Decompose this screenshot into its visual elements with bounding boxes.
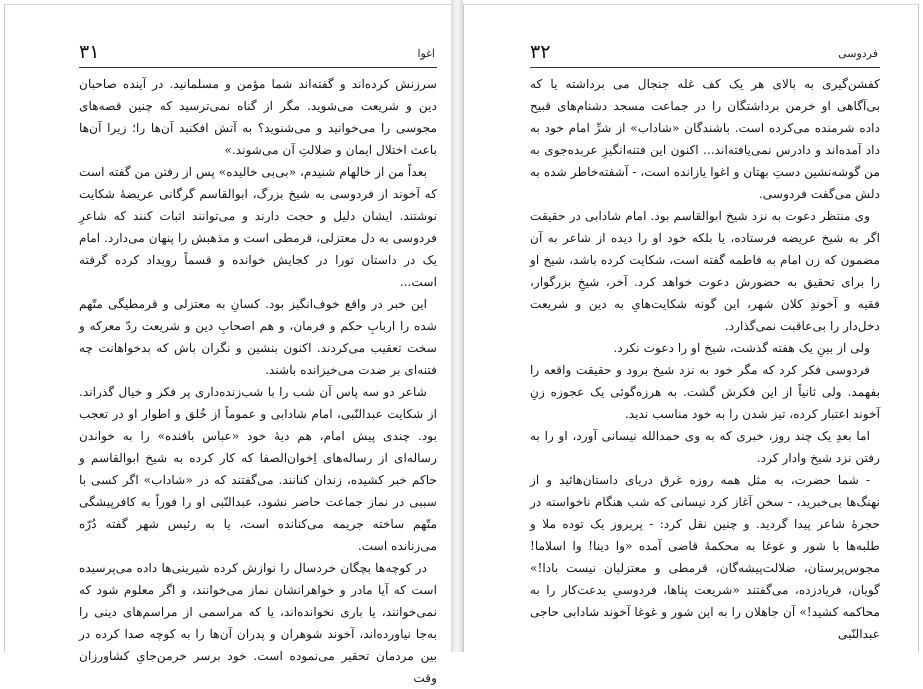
paragraph: - شما حضرت، به مثل همه روزه غرق دریای داستان‌هائید و از نهنگ‌ها بی‌خبرید، - سخن آغاز کرد نیسانی که شب هنگام ناخواسته در حجرهٔ شاعر پیدا گردید. و چنین نقل کرد: - پریروز یک توده ملا و طلبه‌ها با شور و غوغا به محکمهٔ قاضی آمده «وا دینا! وا اسلاما! مجوس‌پرستان، ضلالت‌پیشه‌گان، قرمطی و معتزلیان نیست بادا!» گویان، فریادزده، می‌گفتند «شریعت پناها، فردوسیِ بدعت‌کار را به محاکمه کشید!» آن جاهلان را به این شور و غوغا آخوند شادابی حاجی عبدالنّبی [530,473,880,641]
right-page-header [530,41,880,68]
paragraph: اما بعدِ یک چند روز، خبری که به وی حمدالله نیسانی آورد، او را به رفتن نزد شیخ وادار کرد. [530,429,880,465]
paragraph: این خبر در واقع خوف‌انگیز بود. کسانِ به معتزلی و قرمطیگی متّهم شده را اربابِ حکم و فرمان، و هم اصحابِ دین و شریعت ردّ معرکه و سخت تعقیب می‌کردند. اکنون بنشین و نگران باش که بدخواهانت چه فتنه‌ای بر ضدت می‌خیزانده باشند. [79,297,437,377]
left-page-number: ۳۱ [79,41,100,63]
right-page-number: ۳۲ [530,41,551,63]
left-running-head: اغوا [417,47,435,60]
book-gutter [451,0,463,652]
paragraph: فردوسی فکر کرد که مگر خود به نزد شیخ برود و حقیقت واقعه را بفهمد. ولی ثانیاً از این فکرش گشت. به هرزه‌گوئی یک عجوزه زنِ آخوند اعتبار کرده، تیز شدن را به خود مناسب ندید. [530,363,880,421]
right-page-body [530,73,880,645]
left-page-body [79,73,437,689]
paragraph: کفشن‌گیری به بالای هر یک کف غله جنجال می برداشته یا که بی‌آگاهی او خرمن برداشتگان را در جماعت مسجد دشنام‌های قبیح داده شرمنده می‌کرده است. باشندگان «شاداب» از شرِّ امام خود به داد آمده‌اند و دادرس نمی‌یافته‌اند... اکنون این فتنه‌انگیزِ عربده‌جوی به من گوشه‌نشین دستِ بهتان و اغوا یازانده است، - آشفته‌خاطر شده به دلش می‌گفت فردوسی. [530,77,880,201]
left-page-header [79,41,437,68]
left-page [4,4,451,685]
right-running-head: فردوسی [838,47,878,60]
paragraph: بعداً من از خالهام شنیدم، «بی‌بی خالیده» پس از رفتن من گفته است که آخوند از فردوسی به شیخ بزرگ، ابوالقاسم گرگانی عریضهٔ شکایت نوشتند. ایشان دلیل و حجت دارند و می‌توانند اثبات کنند که شاعرِ فردوسی به دل معتزلی، قرمطی است و مذهبش را پنهان می‌دارد. امام یک در داستان تورا در کجایش خوانده و قسماً رویداد کرده گرفته است... [79,165,437,289]
paragraph: ولی از بینِ یک هفته گذشت، شیخ او را دعوت نکرد. [613,341,870,355]
paragraph: در کوچه‌ها بچگان خردسال را نوازش کرده شیرینی‌ها داده می‌پرسیده است که آیا مادر و خواهرانشان نماز می‌خوانند، و اگر معلوم شود که نمی‌خوانند، یا باری نخوانده‌اند، یا که مراسمی از مراسم‌های دینی را به‌جا نیاورده‌اند، آخوند شوهران و پدران آن‌ها را به کوچه صدا کرده در بین مردمان تحقیر می‌نموده است. خود برسر خرمن‌جایِ کشاورزان وقت [79,561,437,685]
paragraph: وی منتظر دعوت به نزد شیخ ابوالقاسم بود. امام شادابی در حقیقت اگر به شیخ عریضه فرستاده، یا بلکه خود او را دیده از شاعر به آن مضمون که زن امام به فاطمه گفته است، شکایت کرده باشد، شیخ او را برای تحقیق به حضورش دعوت خواهد کرد. آخر، شیخِ بزرگوار، فقیه و آخوندِ کلان شهر، این گونه شکایت‌هایِ به دین و شریعت دخل‌دار را بی‌عاقبت نمی‌گذارد. [530,209,880,333]
paragraph: شاعر دو سه پاس آن شب را با شب‌زنده‌داری پر فکر و خیال گذراند. از شکایت عبدالنّبی، امام شادابی و عموماً از خُلق و اطوار او در تعجب بود. چندی پیش امام، هم دیهٔ خود «عباس بافنده» را به خواندن رساله‌ای از رساله‌های اِخوان‌الصفا که کار کرده به شیخ ابوالقاسم و حاکم خبر کشیده، زندان کنانند. می‌گفتند که در «شاداب» اگر کسی با سببی در نماز جماعت حاضر نشود، عبدالنّبی او را فوراً به کافرپیشگی متّهم ساخته جریمه می‌کنانده است، یا به رئیس شهر گفته دُرّه می‌زنانده است. [79,385,437,553]
right-page [463,4,919,652]
paragraph: سرزنش کرده‌اند و گفته‌اند شما مؤمن و مسلمانید. در آینده صاحبان دین و شریعت می‌شوید. مگر از گناه نمی‌ترسید که چنین قصه‌های مجوسی را می‌خوانید و می‌شنوید؟ به آتش افکنید آن‌ها را؛ زیرا آن‌ها باعث اختلال ایمان و ضلالتِ آن می‌شوند.» [79,77,437,157]
